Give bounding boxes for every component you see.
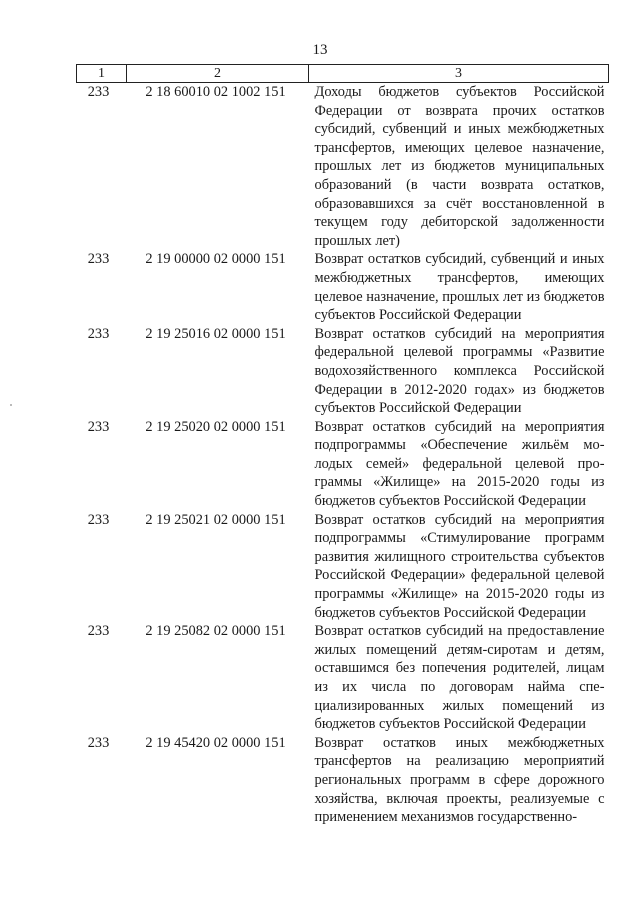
budget-code-cell: 2 19 00000 02 0000 151	[145, 251, 286, 268]
admin-code-cell: 233	[87, 623, 110, 640]
admin-code-cell: 233	[87, 251, 110, 268]
header-col-1: 1	[77, 65, 127, 83]
budget-code-cell: 2 19 25021 02 0000 151	[145, 511, 286, 528]
budget-code-cell: 2 19 25020 02 0000 151	[145, 418, 286, 435]
admin-code-cell: 233	[87, 84, 110, 100]
admin-code-cell: 233	[87, 418, 110, 435]
description-cell: Возврат остатков субсидий на мероприятия федеральной целевой программы «Развитие водохозяйственного комплекса Российской Федерации в 2012-2020 годах» из бюджетов субъектов Российской Федерации	[314, 325, 605, 417]
header-col-2: 2	[127, 65, 309, 83]
description-cell: Доходы бюджетов субъектов Российской Федерации от возврата прочих остатков субсидий, субвенций и иных межбюджетных трансфертов, имеющих целевое назначение, прошлых лет из бюджетов муниципальных образований (в части возврата остатков, образовавшихся за счёт восстановленной в текущем году дебиторской задолженности прошлых лет)	[314, 84, 605, 249]
table-row	[77, 511, 609, 623]
description-cell: Возврат остатков субсидий на мероприятия подпрограммы «Стимулирование программ развития жилищного строительства субъектов Российской Федерации» федеральной целевой программы «Жилище» на 2015-2020 годы из бюджетов субъектов Российской Федерации	[314, 511, 605, 621]
table-row	[77, 734, 609, 827]
header-row	[77, 65, 609, 83]
table-row	[77, 418, 609, 511]
description-cell: Возврат остатков субсидий на мероприятия подпрограммы «Обеспечение жильём молодых семей» федеральной целевой программы «Жилище» на 2015-2020 годы из бюджетов субъектов Российской Федерации	[314, 418, 605, 510]
table-row	[77, 325, 609, 418]
budget-code-cell: 2 18 60010 02 1002 151	[145, 84, 286, 100]
page-number: 13	[312, 42, 328, 58]
description-cell: Возврат остатков иных межбюджетных трансфертов на реализацию мероприятий региональных программ в сфере дорожного хозяйства, включая проекты, реализуемые с применением механизмов государственно-	[314, 734, 605, 826]
budget-code-cell: 2 19 25082 02 0000 151	[145, 623, 286, 640]
table-row	[77, 622, 609, 734]
table-row	[77, 250, 609, 324]
budget-code-cell: 2 19 25016 02 0000 151	[145, 325, 286, 342]
table-row	[77, 83, 609, 251]
header-col-3: 3	[309, 65, 609, 83]
admin-code-cell: 233	[87, 734, 110, 751]
description-cell: Возврат остатков субсидий на предоставление жилых помещений детям-сиротам и детям, оставшимся без попечения родителей, лицам из их числа по договорам найма специализированных жилых помещений из бюджетов субъектов Российской Федерации	[314, 623, 605, 733]
revenue-codes-table	[76, 64, 609, 827]
description-cell: Возврат остатков субсидий, субвенций и иных межбюджетных трансфертов, имеющих целевое назначение, прошлых лет из бюджетов субъектов Российской Федерации	[314, 251, 605, 324]
admin-code-cell: 233	[87, 511, 110, 528]
admin-code-cell: 233	[87, 325, 110, 342]
budget-code-cell: 2 19 45420 02 0000 151	[145, 734, 286, 751]
scan-speck	[10, 404, 12, 406]
